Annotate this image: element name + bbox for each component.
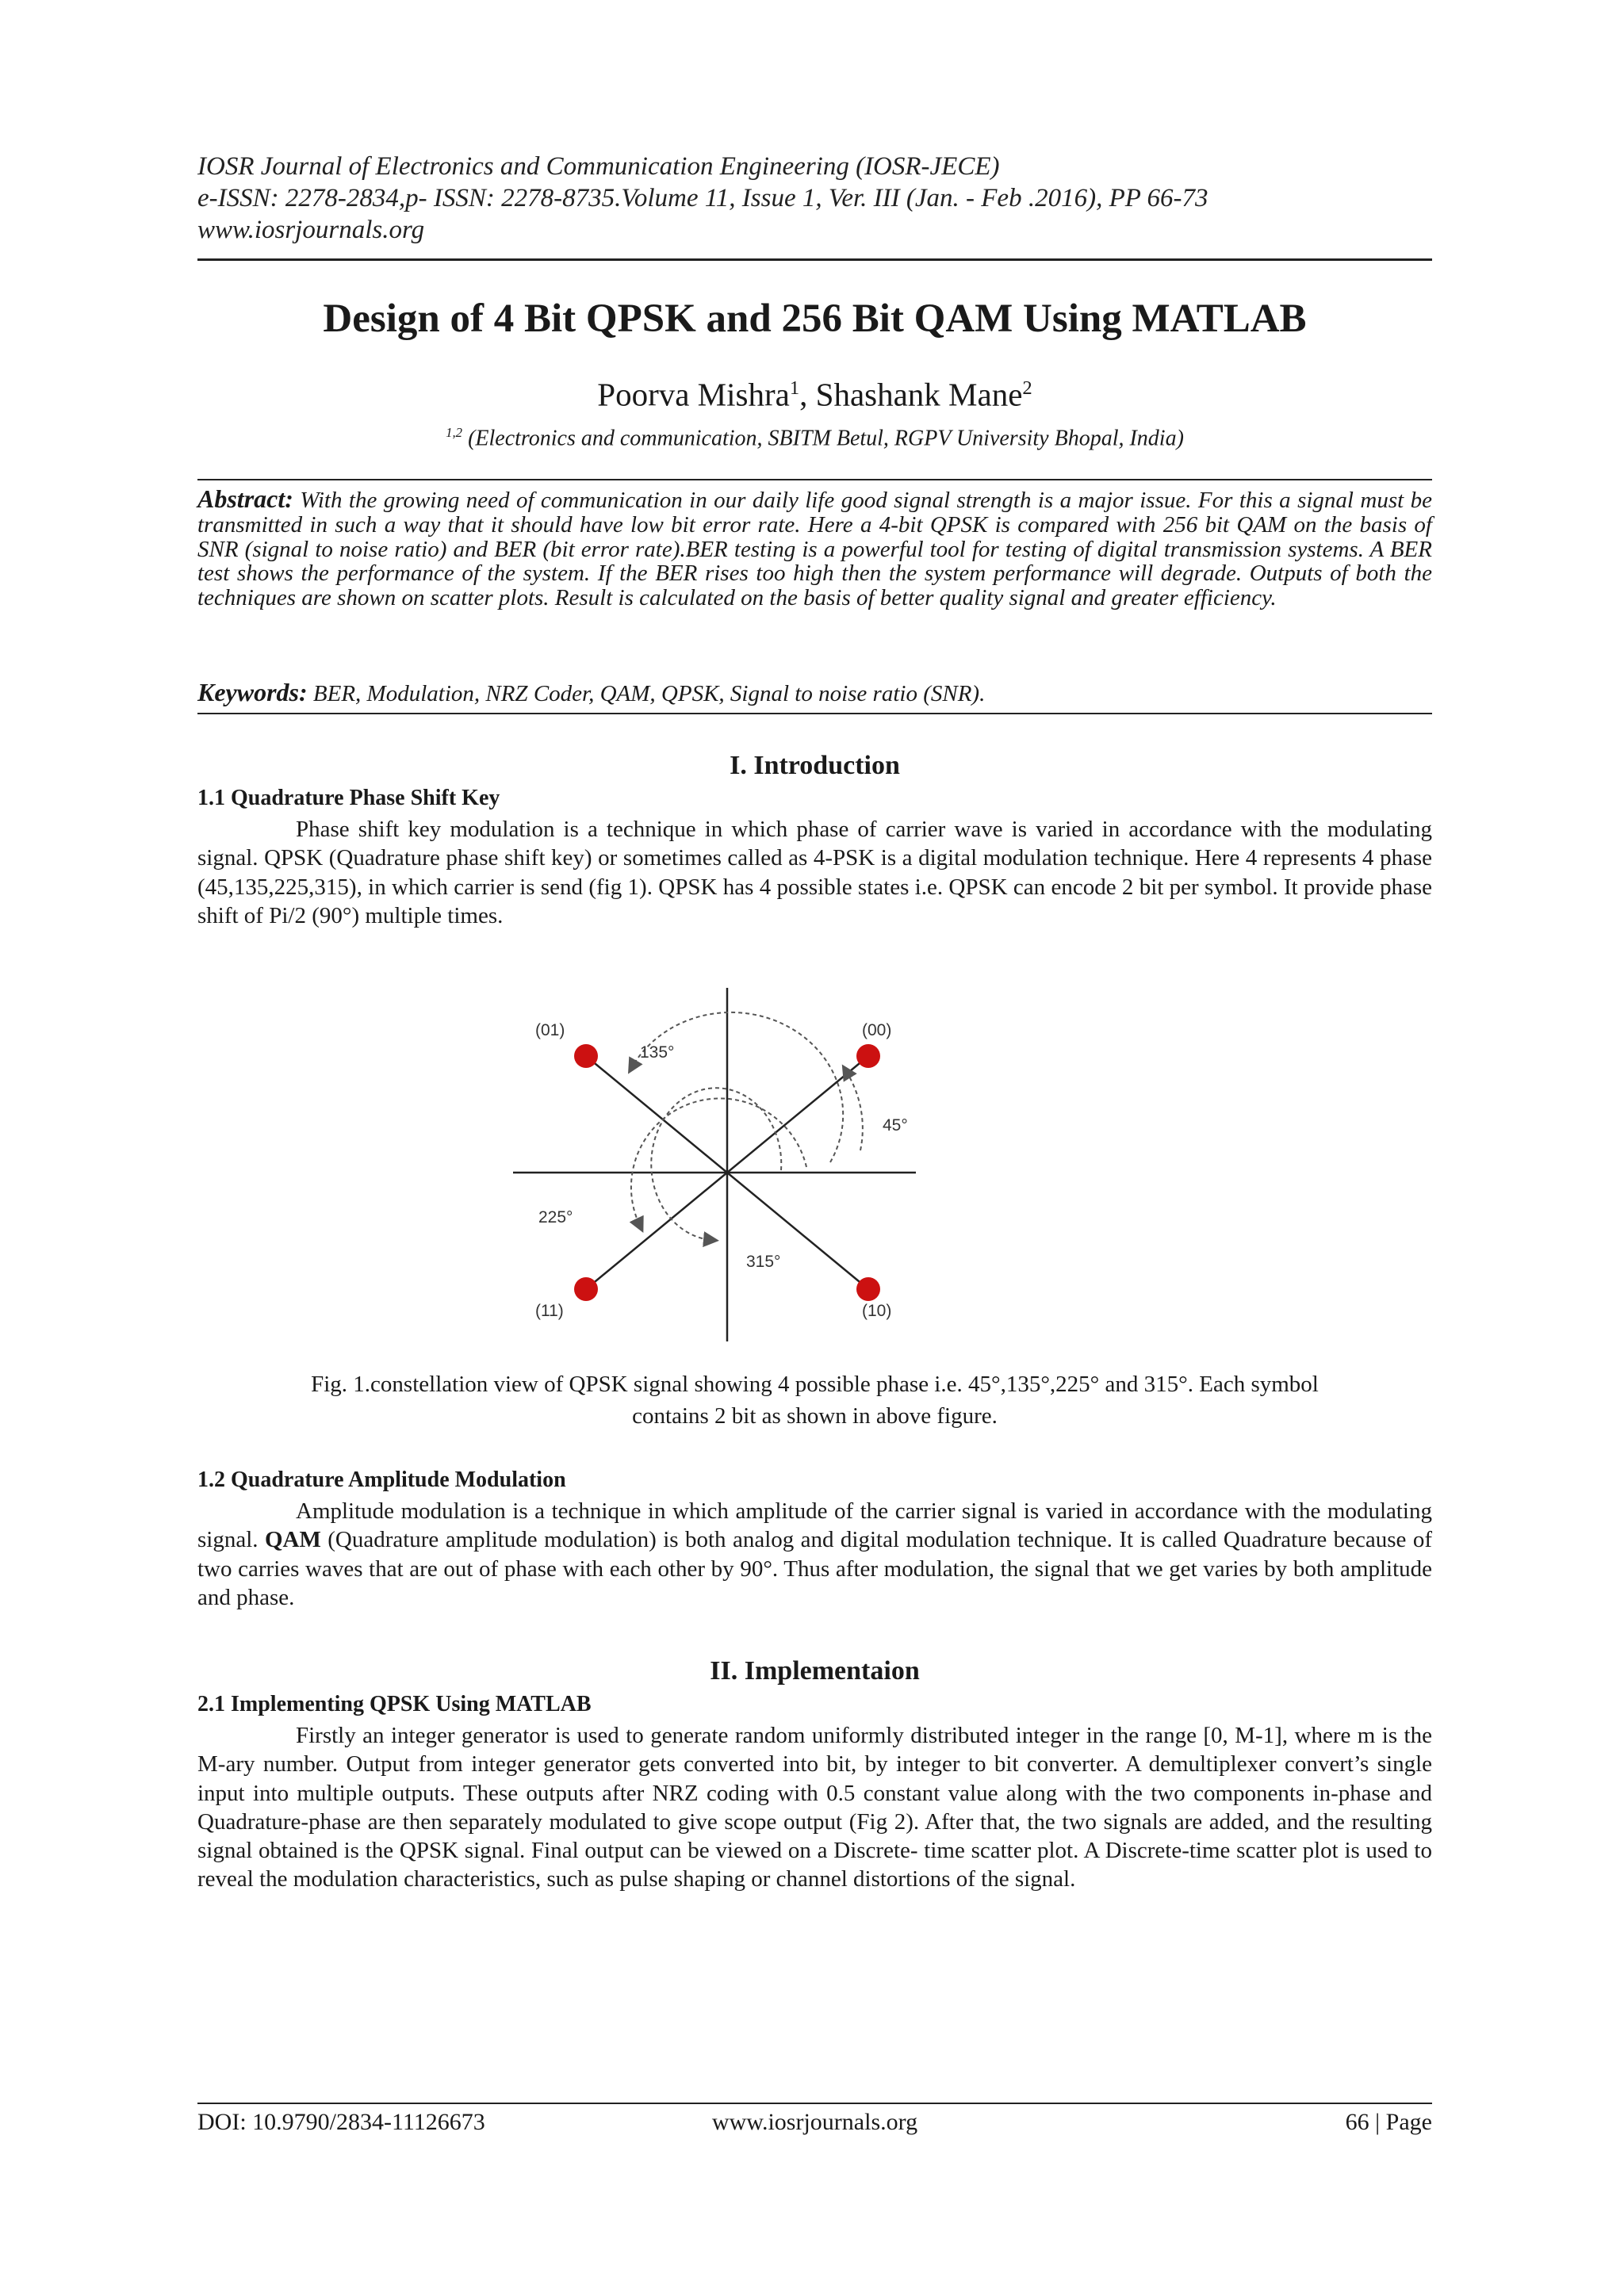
angle-label-225: 225°	[538, 1208, 573, 1226]
footer-rule	[197, 2103, 1432, 2104]
paper-title: Design of 4 Bit QPSK and 256 Bit QAM Using MATLAB	[323, 297, 1307, 341]
section-heading-implementation: II. Implementaion	[710, 1656, 920, 1686]
constellation-point-01	[574, 1044, 598, 1068]
abstract-label: Abstract:	[197, 484, 293, 513]
subsection-heading-qam: 1.2 Quadrature Amplitude Modulation	[197, 1468, 566, 1492]
page-footer	[197, 2107, 1432, 2138]
author-name: Poorva Mishra	[597, 376, 790, 413]
journal-website: www.iosrjournals.org	[197, 216, 425, 244]
abstract-text: With the growing need of communication in our daily life good signal strength is a major issue. For this a signal must be transmitted in such a way that it should have low bit error rate. Here a 4-bit QPSK is compared with 256 bit QAM on the basis of SNR (signal to noise ratio) and BER (bit error rate).BER testing is a powerful tool for testing of digital transmission systems. A BER test shows the performance of the system. If the BER rises too high then the system performance will degrade. Outputs of both the techniques are shown on scatter plots. Result is calculated on the basis of better quality signal and greater efficiency.	[197, 488, 1432, 611]
figure-caption	[197, 1368, 1432, 1432]
affiliation	[197, 419, 1432, 453]
angle-label-45: 45°	[883, 1116, 908, 1135]
caption-line: contains 2 bit as shown in above figure.	[632, 1403, 998, 1429]
footer-page-number: 66 | Page	[1345, 2109, 1432, 2135]
caption-line: Fig. 1.constellation view of QPSK signal showing 4 possible phase i.e. 45°,135°,225° and 315°. Each symbol	[311, 1372, 1319, 1397]
subsection-heading-qpsk: 1.1 Quadrature Phase Shift Key	[197, 786, 500, 810]
journal-name: IOSR Journal of Electronics and Communication Engineering (IOSR-JECE)	[197, 152, 1000, 181]
affiliation-text: (Electronics and communication, SBITM Betul, RGPV University Bhopal, India)	[462, 426, 1184, 451]
paragraph-qam	[197, 1497, 1432, 1612]
constellation-point-11	[574, 1277, 598, 1301]
abstract-bottom-rule	[197, 713, 1432, 714]
keywords-text: BER, Modulation, NRZ Coder, QAM, QPSK, Signal to noise ratio (SNR).	[307, 681, 986, 706]
paragraph-text: Amplitude modulation is a technique in which amplitude of the carrier signal is varied in accordance with the modulating signal.	[197, 1498, 1432, 1553]
constellation-point-00	[856, 1044, 880, 1068]
label-10: (10)	[862, 1302, 892, 1320]
header-rule	[197, 258, 1432, 261]
author-list	[197, 369, 1432, 415]
author-superscript: 1	[789, 377, 800, 399]
label-00: (00)	[862, 1021, 892, 1039]
subsection-heading-qpsk-matlab: 2.1 Implementing QPSK Using MATLAB	[197, 1692, 592, 1716]
abstract-top-rule	[197, 479, 1432, 480]
paragraph-qpsk-matlab: Firstly an integer generator is used to generate random uniformly distributed integer in the range [0, M-1], where m is the M-ary number. Output from integer generator gets converted into bit, by integer to bit converter. A demultiplexer convert’s single input into multiple outputs. These outputs after NRZ coding with 0.5 constant value along with the two components in-phase and Quadrature-phase are then separately modulated to give scope output (Fig 2). After that, the two signals are added, and the resulting signal obtained is the QPSK signal. Final output can be viewed on a Discrete- time scatter plot. A Discrete-time scatter plot is used to reveal the modulation characteristics, such as pulse shaping or channel distortions of the signal.	[197, 1723, 1432, 1892]
arc-225-arrow	[631, 1098, 806, 1226]
abstract	[197, 484, 1432, 611]
footer-doi: DOI: 10.9790/2834-11126673	[197, 2109, 485, 2135]
affiliation-superscript: 1,2	[446, 425, 463, 440]
angle-label-315: 315°	[746, 1253, 781, 1271]
label-11: (11)	[535, 1302, 564, 1320]
arc-45-arrow	[846, 1071, 863, 1150]
constellation-point-10	[856, 1277, 880, 1301]
keywords-label: Keywords:	[197, 678, 308, 706]
arc-135-arrow	[632, 1012, 843, 1162]
qpsk-constellation-figure	[513, 988, 916, 1341]
angle-label-135: 135°	[640, 1043, 675, 1062]
author-superscript: 2	[1022, 377, 1032, 399]
paragraph-qpsk: Phase shift key modulation is a technique in which phase of carrier wave is varied in accordance with the modulating signal. QPSK (Quadrature phase shift key) or sometimes called as 4-PSK is a digital modulation technique. Here 4 represents 4 phase (45,135,225,315), in which carrier is send (fig 1). QPSK has 4 possible states i.e. QPSK can encode 2 bit per symbol. It provide phase shift of Pi/2 (90°) multiple times.	[197, 817, 1432, 928]
paragraph-text: (Quadrature amplitude modulation) is both analog and digital modulation technique. It is called Quadrature because of two carries waves that are out of phase with each other by 90°. Thus after modulation, the signal that we get varies by both amplitude and phase.	[197, 1527, 1432, 1610]
journal-header	[197, 151, 1432, 246]
keywords	[197, 679, 1432, 707]
journal-issn-line: e-ISSN: 2278-2834,p- ISSN: 2278-8735.Volume 11, Issue 1, Ver. III (Jan. - Feb .2016), PP 66-73	[197, 184, 1208, 212]
section-heading-introduction: I. Introduction	[730, 751, 900, 780]
paper-page	[197, 0, 1432, 2296]
label-01: (01)	[535, 1021, 565, 1039]
author-separator: ,	[799, 376, 816, 413]
footer-website: www.iosrjournals.org	[711, 2109, 918, 2135]
author-name: Shashank Mane	[815, 376, 1023, 413]
bold-term-qam: QAM	[264, 1527, 321, 1553]
